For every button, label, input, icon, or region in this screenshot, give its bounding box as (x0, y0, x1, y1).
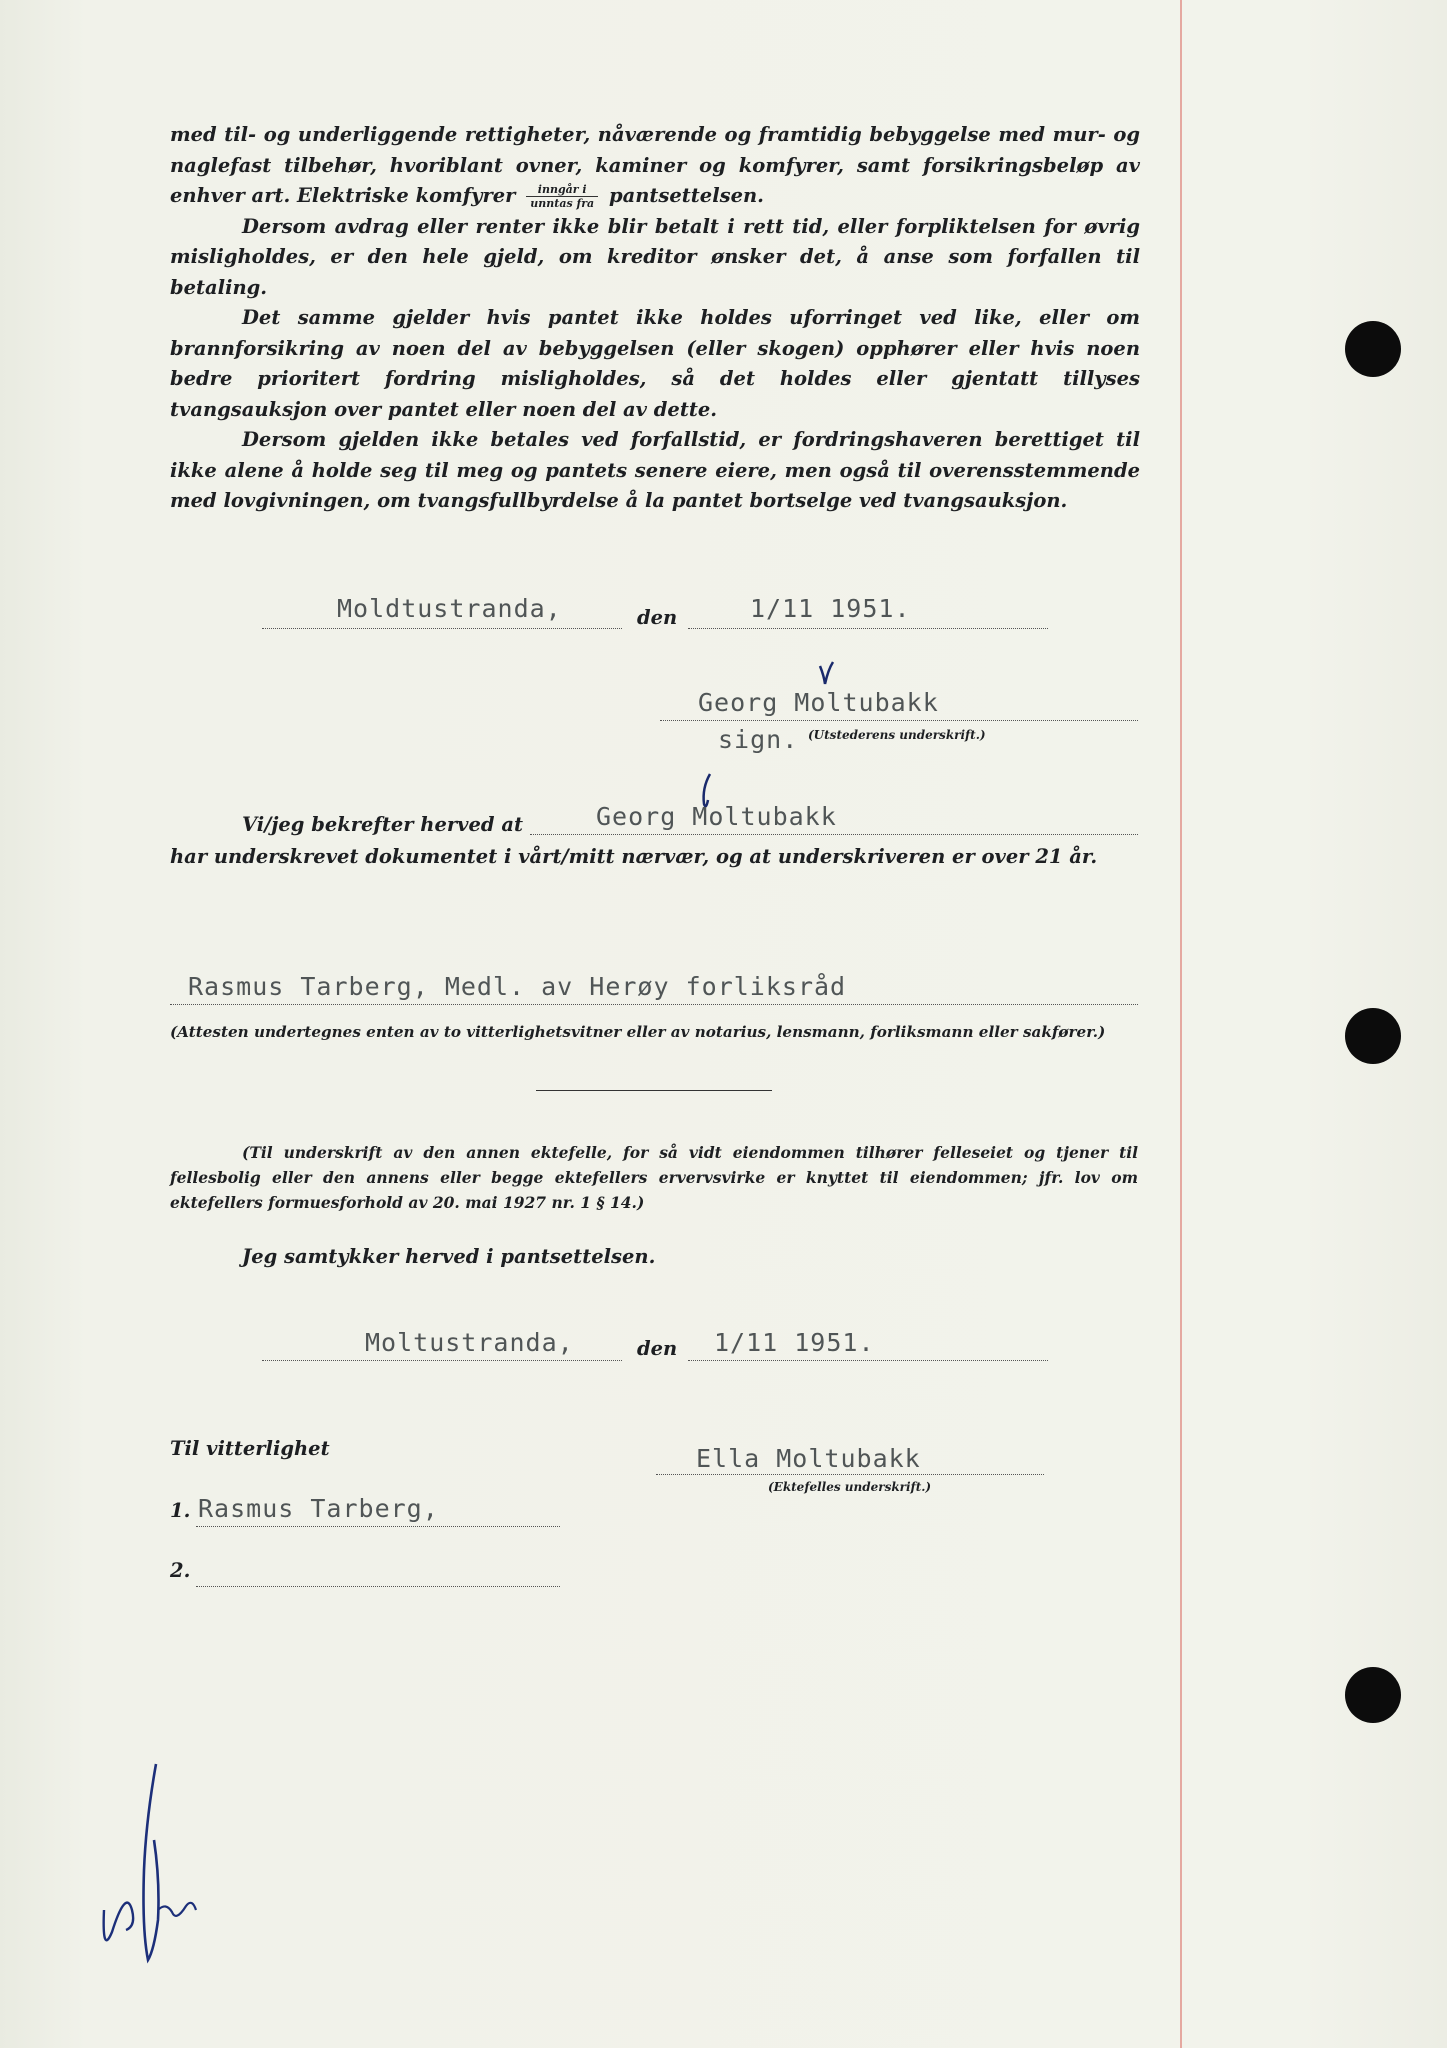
witness1-name: Rasmus Tarberg, (198, 1494, 439, 1523)
punch-hole (1345, 1008, 1401, 1064)
attest-name: Georg Moltubakk (596, 802, 837, 831)
spouse-date: 1/11 1951. (714, 1328, 875, 1357)
signing-place: Moldtustranda, (337, 594, 562, 623)
witness1-line (196, 1526, 560, 1527)
handwritten-mark (816, 658, 836, 688)
attest-witness-line (170, 1004, 1138, 1005)
signing-date: 1/11 1951. (750, 594, 911, 623)
fraction-choice: $\frac{\text{inngår i}}{\text{unntas fra}}$ (526, 183, 598, 210)
spouse-caption: (Ektefelles underskrift.) (768, 1480, 932, 1494)
punch-hole (1345, 1667, 1401, 1723)
paragraph-1: med til- og underliggende rettigheter, nåværende og framtidig bebyggelse med mur- og naglefast tilbehør, hvoriblant ovner, kaminer og komfyrer, samt forsikringsbeløp av enhver art. Elektriske komfyrer $\frac{\text{inngår i}}{\text{unntas fra}}$ pantsettelsen. (170, 123, 1140, 210)
attest-prefix: Vi/jeg bekrefter herved at (242, 813, 523, 836)
place-line (262, 628, 622, 629)
paragraph-2: Dersom avdrag eller renter ikke blir betalt i rett tid, eller forpliktelsen for øvrig misligholdes, er den hele gjeld, om kreditor ønsker det, å anse som forfallen til betaling. (170, 214, 1140, 299)
paragraph-4: Dersom gjelden ikke betales ved forfallstid, er fordringshaveren berettiget til ikke alene å holde seg til meg og pantets senere eiere, men også til overensstemmende med lovgivningen, om tvangsfullbyrdelse å la pantet bortselge ved tvangsauksjon. (170, 428, 1140, 512)
paragraph-3: Det samme gjelder hvis pantet ikke holdes uforringet ved like, eller om brannforsikring av noen del av bebyggelsen (eller skogen) opphører eller hvis noen bedre prioritert fordring misligholdes, så det holdes eller gjentatt tillyses tvangsauksjon over pantet eller noen del av dette. (170, 306, 1140, 421)
punch-hole (1345, 321, 1401, 377)
issuer-caption: (Utstederens underskrift.) (808, 728, 986, 742)
body-text (170, 120, 1140, 517)
attest-note: (Attesten undertegnes enten av to vitterlighetsvitner eller av notarius, lensmann, forliksmann eller sakfører.) (170, 1023, 1106, 1041)
spouse-place-line (262, 1360, 622, 1361)
spouse-date-line (688, 1360, 1048, 1361)
spouse-place: Moltustranda, (365, 1328, 574, 1357)
sign-abbreviation: sign. (718, 725, 799, 754)
divider-line (536, 1090, 772, 1091)
attest-line2: har underskrevet dokumentet i vårt/mitt nærvær, og at underskriveren er over 21 år. (170, 845, 1098, 868)
issuer-line (660, 720, 1138, 721)
date-line (688, 628, 1048, 629)
spouse-signer: Ella Moltubakk (696, 1444, 921, 1473)
handwritten-initials (96, 1760, 206, 1970)
spouse-den-label: den (637, 1337, 678, 1360)
witness2-line (196, 1586, 560, 1587)
margin-rule (1180, 0, 1182, 2048)
spouse-consent: Jeg samtykker herved i pantsettelsen. (242, 1245, 656, 1268)
den-label: den (637, 606, 678, 629)
attest-name-line (530, 834, 1138, 835)
spouse-note: (Til underskrift av den annen ektefelle, for så vidt eiendommen tilhører felleseiet og tjener til fellesbolig eller den annens eller begge ektefellers ervervsvirke er knyttet til eiendommen; jfr. lov om ektefellers formuesforhold av 20. mai 1927 nr. 1 § 14.) (170, 1143, 1138, 1212)
witness-label: Til vitterlighet (170, 1437, 330, 1460)
issuer-name: Georg Moltubakk (698, 688, 939, 717)
spouse-signer-line (656, 1474, 1044, 1475)
attest-witness: Rasmus Tarberg, Medl. av Herøy forliksråd (188, 972, 847, 1001)
witness2-number: 2. (170, 1559, 191, 1582)
witness1-number: 1. (170, 1499, 191, 1522)
